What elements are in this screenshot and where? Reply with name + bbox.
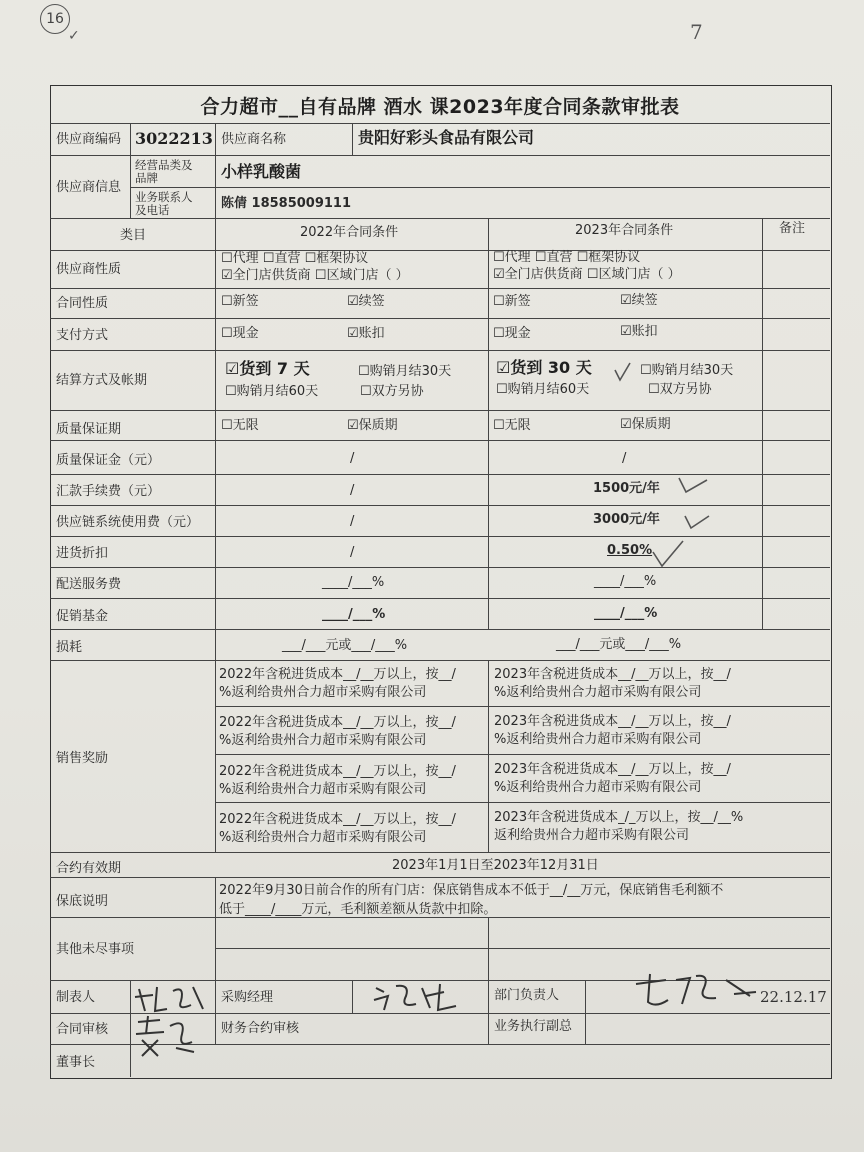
supplier-name-label: 供应商名称 (221, 132, 287, 147)
sales-2023-r2-line1: 2023年含税进货成本__/__万以上，按__/ (494, 714, 731, 729)
dept-head-signature (630, 970, 840, 1012)
header-2023: 2023年合同条件 (575, 223, 674, 238)
guarantee-line2: 低于____/____万元，毛利额差额从货款中扣除。 (219, 902, 497, 917)
loss-2023: ___/___元或___/___% (556, 637, 682, 652)
promo-label: 促销基金 (56, 609, 109, 624)
nature-2022-line2: ☑全门店供货商 ☐区域门店（ ） (221, 268, 409, 283)
check-mark-icon (682, 510, 712, 532)
form-frame (50, 85, 832, 1079)
settle-2022-main: ☑货到 7 天 (225, 359, 310, 378)
supply-chain-label: 供应链系统使用费（元） (56, 515, 200, 530)
contract-2022-renew: ☑续签 (347, 294, 385, 309)
loss-2022: ___/___元或___/___% (282, 638, 408, 653)
check-mark-icon (650, 538, 686, 570)
guarantee-label: 保底说明 (56, 894, 109, 909)
validity-value: 2023年1月1日至2023年12月31日 (392, 858, 599, 873)
check-mark-icon (612, 360, 634, 384)
sales-label: 销售奖励 (56, 751, 109, 766)
purchase-manager-signature (370, 980, 466, 1014)
sales-2023-r4-line1: 2023年含税进货成本_/_万以上，按__/__% (494, 810, 744, 825)
nature-label: 供应商性质 (56, 262, 122, 277)
supplier-name: 贵阳好彩头食品有限公司 (358, 128, 535, 147)
sales-2023-r3-line2: %返利给贵州合力超市采购有限公司 (494, 780, 702, 795)
vp-label: 业务执行副总 (494, 1019, 573, 1034)
settle-2022-both: ☐双方另协 (360, 384, 424, 399)
other-label: 其他未尽事项 (56, 942, 135, 957)
sales-2023-r2-line2: %返利给贵州合力超市采购有限公司 (494, 732, 702, 747)
supplier-code-label: 供应商编码 (56, 132, 122, 147)
header-item: 类目 (120, 228, 147, 243)
promo-2022: ____/___% (322, 607, 386, 622)
guarantee-line1: 2022年9月30日前合作的所有门店：保底销售成本不低于__/__万元，保底销售毛利额不 (219, 883, 724, 898)
payment-2023-cash: ☐现金 (493, 326, 531, 341)
handwritten-mark: 7 (690, 20, 703, 44)
finance-review-label: 财务合约审核 (221, 1021, 300, 1036)
sales-2022-r2-line1: 2022年含税进货成本__/__万以上，按__/ (219, 715, 456, 730)
nature-2023-line2: ☑全门店供货商 ☐区域门店（ ） (493, 267, 681, 282)
quality-2023-unlimited: ☐无限 (493, 418, 531, 433)
review-label: 合同审核 (56, 1022, 109, 1037)
category-value: 小样乳酸菌 (221, 162, 302, 181)
quality-2022-shelf: ☑保质期 (347, 418, 398, 433)
dept-head-label: 部门负责人 (494, 988, 560, 1003)
category-label-1: 经营品类及 (135, 158, 193, 172)
sales-2022-r3-line1: 2022年含税进货成本__/__万以上，按__/ (219, 764, 456, 779)
settle-label: 结算方式及帐期 (56, 373, 148, 388)
supply-chain-2023: 3000元/年 (593, 512, 660, 527)
supplier-code: 3022213 (135, 129, 213, 148)
sales-2022-r1-line1: 2022年含税进货成本__/__万以上，按__/ (219, 667, 456, 682)
settle-2023-opt30: ☐购销月结30天 (640, 363, 734, 378)
sales-2022-r2-line2: %返利给贵州合力超市采购有限公司 (219, 733, 427, 748)
sales-2022-r4-line2: %返利给贵州合力超市采购有限公司 (219, 830, 427, 845)
promo-2023: ____/___% (594, 606, 658, 621)
contract-2023-renew: ☑续签 (620, 293, 658, 308)
check-mark-icon (676, 472, 710, 496)
chairman-label: 董事长 (56, 1055, 96, 1070)
contract-2023-new: ☐新签 (493, 294, 531, 309)
sales-2022-r3-line2: %返利给贵州合力超市采购有限公司 (219, 782, 427, 797)
quality-2022-unlimited: ☐无限 (221, 418, 259, 433)
payment-2022-deduct: ☑账扣 (347, 326, 385, 341)
loss-label: 损耗 (56, 640, 83, 655)
contact-label-2: 及电话 (135, 203, 170, 217)
signature-date: 22.12.17 (760, 988, 827, 1006)
category-label-2: 品牌 (135, 171, 158, 185)
settle-2022-opt30: ☐购销月结30天 (358, 364, 452, 379)
nature-2022-line1: ☐代理 ☐直营 ☐框架协议 (221, 251, 369, 266)
sales-2023-r3-line1: 2023年含税进货成本__/__万以上，按__/ (494, 762, 731, 777)
maker-label: 制表人 (56, 990, 96, 1005)
contract-label: 合同性质 (56, 296, 109, 311)
deposit-2022: / (350, 451, 355, 466)
form-title: 合力超市__自有品牌 酒水 课2023年度合同条款审批表 (200, 96, 680, 118)
sales-2022-r1-line2: %返利给贵州合力超市采购有限公司 (219, 685, 427, 700)
quality-2023-shelf: ☑保质期 (620, 417, 671, 432)
deposit-2023: / (622, 451, 627, 466)
validity-label: 合约有效期 (56, 861, 122, 876)
payment-2023-deduct: ☑账扣 (620, 324, 658, 339)
settle-2023-opt60: ☐购销月结60天 (496, 382, 590, 397)
supply-chain-2022: / (350, 514, 355, 529)
payment-label: 支付方式 (56, 328, 109, 343)
remit-2023: 1500元/年 (593, 481, 660, 496)
settle-2022-opt60: ☐购销月结60天 (225, 384, 319, 399)
remit-label: 汇款手续费（元） (56, 484, 161, 499)
contract-2022-new: ☐新签 (221, 294, 259, 309)
delivery-2023: ____/___% (594, 574, 657, 589)
sales-2023-r1-line1: 2023年含税进货成本__/__万以上，按__/ (494, 667, 731, 682)
deposit-label: 质量保证金（元） (56, 453, 161, 468)
contact-value: 陈倩 18585009111 (221, 196, 352, 211)
delivery-2022: ____/___% (322, 575, 385, 590)
review-signature (130, 1012, 200, 1060)
sales-2022-r4-line1: 2022年含税进货成本__/__万以上，按__/ (219, 812, 456, 827)
discount-2022: / (350, 545, 355, 560)
purchase-manager-label: 采购经理 (221, 990, 274, 1005)
payment-2022-cash: ☐现金 (221, 326, 259, 341)
settle-2023-both: ☐双方另协 (648, 382, 712, 397)
sales-2023-r4-line2: 返利给贵州合力超市采购有限公司 (494, 828, 690, 843)
settle-2023-main: ☑货到 30 天 (496, 358, 592, 377)
remit-2022: / (350, 483, 355, 498)
supplier-info-label: 供应商信息 (56, 180, 122, 195)
discount-2023: 0.50% (607, 543, 653, 558)
contact-label-1: 业务联系人 (135, 190, 193, 204)
check-mark-icon: ✓ (68, 28, 80, 44)
header-remark: 备注 (779, 221, 806, 236)
delivery-label: 配送服务费 (56, 577, 122, 592)
circled-page-number: 16 (40, 4, 70, 34)
nature-2023-line1: ☐代理 ☐直营 ☐框架协议 (493, 250, 641, 265)
discount-label: 进货折扣 (56, 546, 109, 561)
header-2022: 2022年合同条件 (300, 225, 399, 240)
maker-signature (133, 981, 213, 1015)
quality-label: 质量保证期 (56, 422, 122, 437)
sales-2023-r1-line2: %返利给贵州合力超市采购有限公司 (494, 685, 702, 700)
